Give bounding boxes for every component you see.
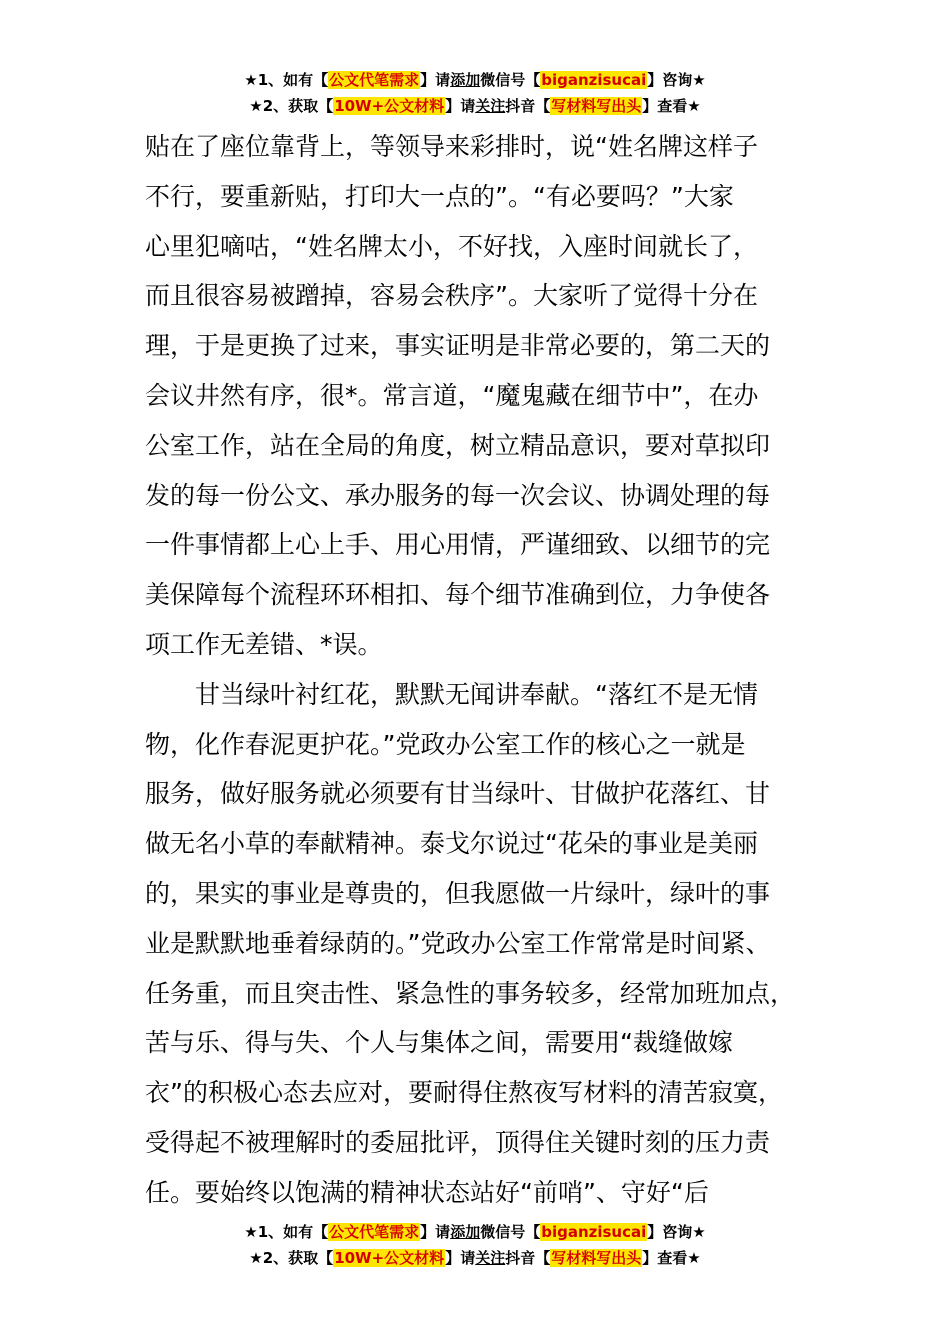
paragraph-start-line: 甘当绿叶衬红花，默默无闻讲奉献。“落红不是无情	[195, 679, 758, 709]
highlight-materials: 10W+公文材料	[334, 97, 445, 115]
text-line: 贴在了座位靠背上，等领导来彩排时，说“姓名牌这样子	[145, 132, 758, 161]
text-line: 不行，要重新贴，打印大一点的”。“有必要吗？”大家	[145, 181, 734, 211]
highlight-service: 公文代笔需求	[329, 1223, 420, 1241]
text-line: 服务，做好服务就必须要有甘当绿叶、甘做护花落红、甘	[145, 779, 771, 809]
highlight-service: 公文代笔需求	[329, 71, 420, 89]
banner-line-2: ★2、获取【10W+公文材料】请关注抖音【写材料写出头】查看★	[249, 97, 701, 115]
highlight-douyin-id: 写材料写出头	[551, 1249, 642, 1267]
highlight-wechat-id: biganzisucai	[541, 71, 647, 89]
text-line: 一件事情都上心上手、用心用情，严谨细致、以细节的完	[145, 530, 771, 560]
text-line: 任。要始终以饱满的精神状态站好“前哨”、守好“后	[145, 1177, 709, 1207]
text-line: 衣”的积极心态去应对，要耐得住熬夜写材料的清苦寂寞，	[145, 1078, 783, 1108]
text-line: 业是默默地垂着绿荫的。”党政办公室工作常常是时间紧、	[145, 928, 771, 958]
text-line: 苦与乐、得与失、个人与集体之间，需要用“裁缝做嫁	[145, 1028, 733, 1058]
text-line: 发的每一份公文、承办服务的每一次会议、协调处理的每	[145, 480, 771, 510]
footer-banner	[0, 1219, 950, 1271]
highlight-douyin-id: 写材料写出头	[551, 97, 642, 115]
highlight-materials: 10W+公文材料	[334, 1249, 445, 1267]
highlight-wechat-id: biganzisucai	[541, 1223, 647, 1241]
banner-line-1: ★1、如有【公文代笔需求】请添加微信号【biganzisucai】咨询★	[244, 71, 706, 89]
text-line: 美保障每个流程环环相扣、每个细节准确到位，力争使各	[145, 580, 771, 610]
text-line: 心里犯嘀咕，“姓名牌太小，不好找，入座时间就长了，	[145, 231, 758, 261]
text-line: 公室工作，站在全局的角度，树立精品意识，要对草拟印	[145, 430, 771, 460]
text-line: 任务重，而且突击性、紧急性的事务较多，经常加班加点，	[145, 978, 796, 1008]
text-line: 的，果实的事业是尊贵的，但我愿做一片绿叶，绿叶的事	[145, 878, 771, 908]
text-line: 受得起不被理解时的委屈批评，顶得住关键时刻的压力责	[145, 1127, 771, 1157]
banner-line-2: ★2、获取【10W+公文材料】请关注抖音【写材料写出头】查看★	[249, 1249, 701, 1267]
document-body	[145, 122, 805, 1218]
text-line: 做无名小草的奉献精神。泰戈尔说过“花朵的事业是美丽	[145, 829, 758, 859]
banner-line-1: ★1、如有【公文代笔需求】请添加微信号【biganzisucai】咨询★	[244, 1223, 706, 1241]
text-line: 理，于是更换了过来，事实证明是非常必要的，第二天的	[145, 331, 771, 361]
header-banner	[0, 67, 950, 119]
text-line: 会议井然有序，很*。常言道，“魔鬼藏在细节中”，在办	[145, 380, 759, 410]
text-line: 物，化作春泥更护花。”党政办公室工作的核心之一就是	[145, 729, 746, 759]
text-line: 而且很容易被蹭掉，容易会秩序”。大家听了觉得十分在	[145, 281, 758, 311]
text-line: 项工作无差错、*误。	[145, 629, 383, 659]
